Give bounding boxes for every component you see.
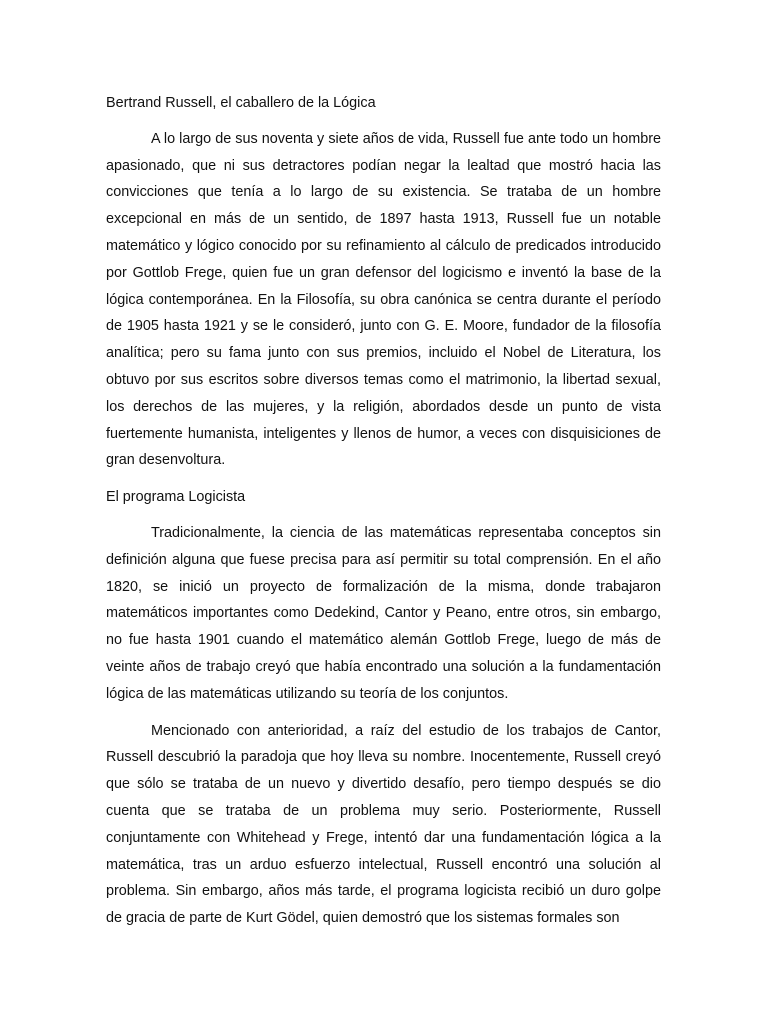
section-title-programa-logicista: El programa Logicista [106,489,246,506]
paragraph-mencionado: Mencionado con anterioridad, a raíz del estudio de los trabajos de Cantor, Russell descubrió la paradoja que hoy lleva su nombre. Inocentemente, Russell creyó que sólo se trataba de un nuevo y divertido desafío, pero tiempo después se dio cuenta que se trataba de un problema muy serio. Posteriormente, Russell conjuntamente con Whitehead y Frege, intentó dar una fundamentación lógica a la matemática, tras un arduo esfuerzo intelectual, Russell encontró una solución al problema. Sin embargo, años más tarde, el programa logicista recibió un duro golpe de gracia de parte de Kurt Gödel, quien demostró que los sistemas formales son [106,722,661,927]
section-title-bertrand-russell: Bertrand Russell, el caballero de la Lógica [106,95,376,111]
paragraph-russell-biography: A lo largo de sus noventa y siete años de vida, Russell fue ante todo un hombre apasionado, que ni sus detractores podían negar la lealtad que mostró hacia las convicciones que tenía a lo largo de su existencia. Se trataba de un hombre excepcional en más de un sentido, de 1897 hasta 1913, Russell fue un notable matemático y lógico conocido por su refinamiento al cálculo de predicados introducido por Gottlob Frege, quien fue un gran defensor del logicismo e inventó la base de la lógica contemporánea. En la Filosofía, su obra canónica se centra durante el período de 1905 hasta 1921 y se le consideró, junto con G. E. Moore, fundador de la filosofía analítica; pero su fama junto con sus premios, incluido el Nobel de Literatura, los obtuvo por sus escritos sobre diversos temas como el matrimonio, la libertad sexual, los derechos de las mujeres, y la religión, abordados desde un punto de vista fuertemente humanista, inteligentes y llenos de humor, a veces con disquisiciones de gran desenvoltura. [106,130,661,469]
document-body [106,90,661,942]
paragraph-tradicionalmente: Tradicionalmente, la ciencia de las matemáticas representaba conceptos sin definición alguna que fuese precisa para así permitir su total comprensión. En el año 1820, se inició un proyecto de formalización de la misma, donde trabajaron matemáticos importantes como Dedekind, Cantor y Peano, entre otros, sin embargo, no fue hasta 1901 cuando el matemático alemán Gottlob Frege, luego de más de veinte años de trabajo creyó que había encontrado una solución a la fundamentación lógica de las matemáticas utilizando su teoría de los conjuntos. [106,524,661,702]
